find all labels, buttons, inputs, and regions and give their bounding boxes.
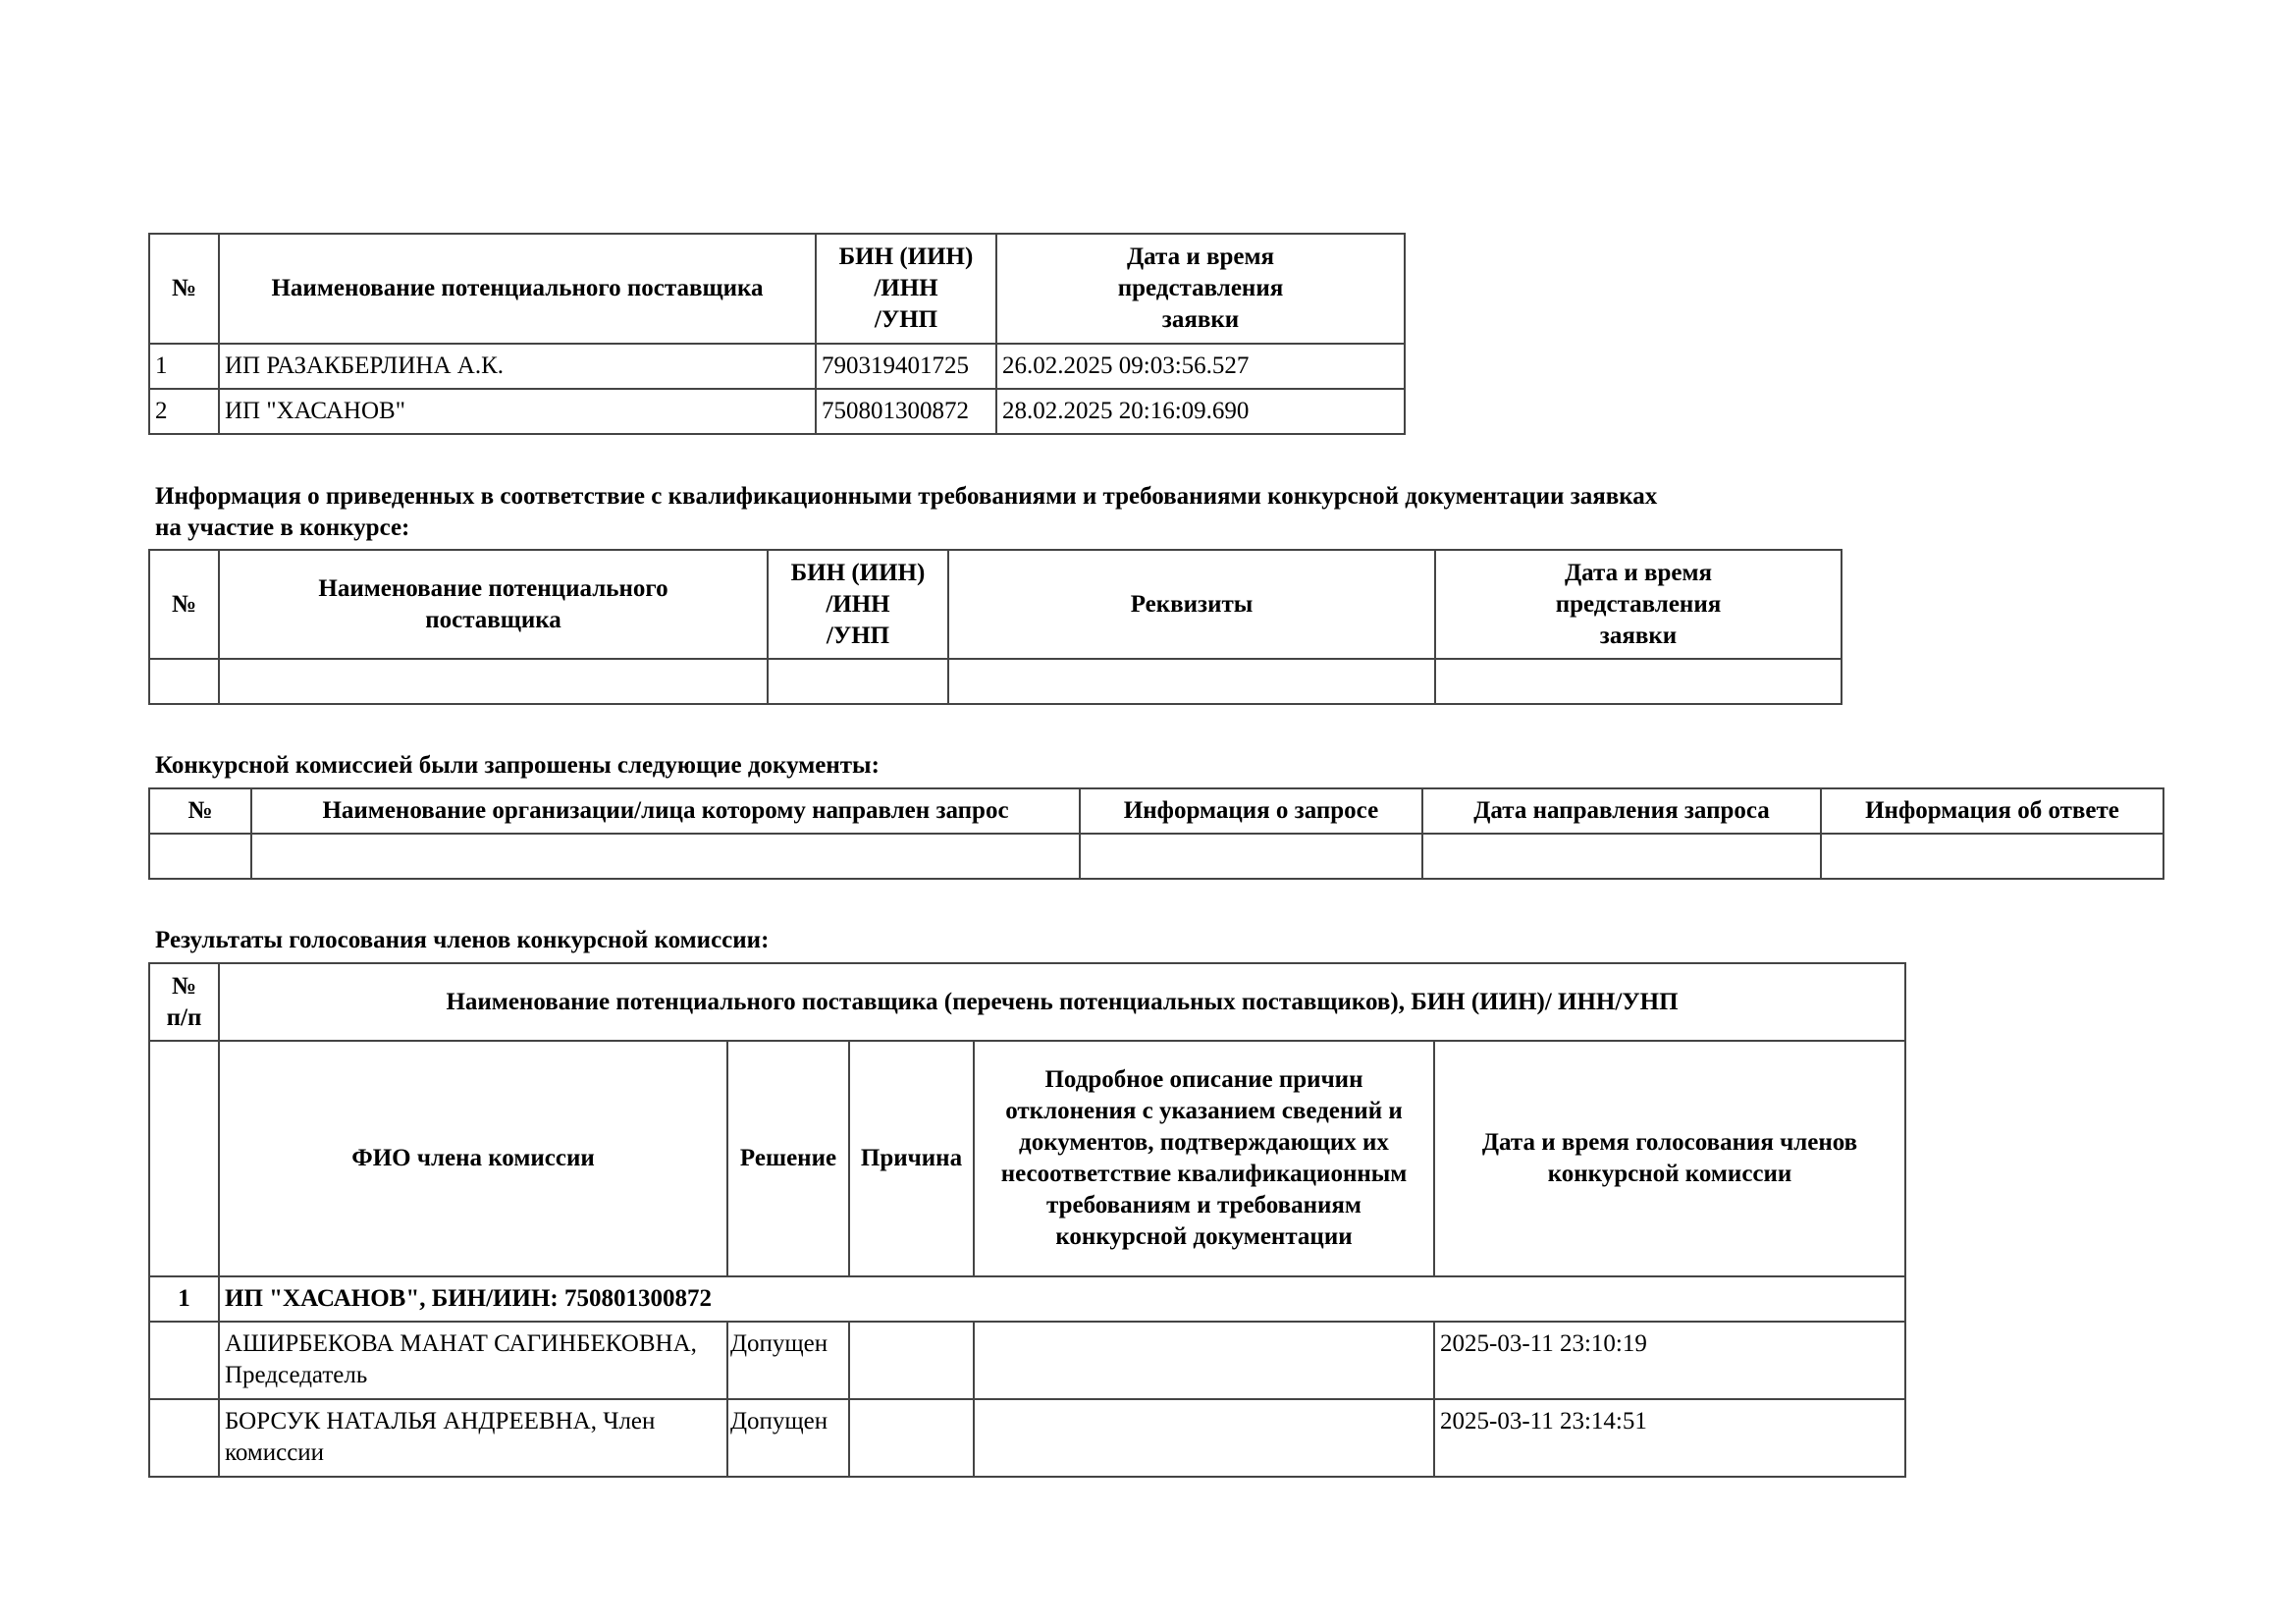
col-description-header: Подробное описание причин отклонения с указанием сведений и документов, подтверждающих их несоответствие квалификационным требованиям и требованиям конкурсной документации [974,1041,1434,1276]
col-num-header: № [149,788,251,834]
col-fio-header: ФИО члена комиссии [219,1041,727,1276]
group-num: 1 [149,1276,219,1322]
section-title-voting-results: Результаты голосования членов конкурсной комиссии: [155,927,770,953]
table-row [149,1399,1905,1477]
col-date-header: Дата и время представления заявки [996,234,1405,344]
col-requisites-header: Реквизиты [948,550,1435,659]
col-num-header: № п/п [149,963,219,1041]
group-title: ИП "ХАСАНОВ", БИН/ИИН: 750801300872 [219,1276,1905,1322]
member-description [974,1322,1434,1399]
col-request-date-header: Дата направления запроса [1422,788,1821,834]
col-num-header: № [149,234,219,344]
row-num: 2 [149,389,219,434]
voting-results-table [148,962,1906,1478]
member-reason [849,1399,974,1477]
submission-date: 26.02.2025 09:03:56.527 [996,344,1405,389]
supplier-bin: 750801300872 [816,389,996,434]
compliant-applications-table [148,549,1842,705]
section-title-compliant-applications: Информация о приведенных в соответствие с квалификационными требованиями и требованиями конкурсной документации заявках на участие в конкурсе: [155,483,1658,541]
col-reason-header: Причина [849,1041,974,1276]
table-row [149,834,2163,879]
col-bin-header: БИН (ИИН) /ИНН /УНП [768,550,948,659]
col-name-header: Наименование потенциального поставщика [219,234,816,344]
table-row [149,344,1405,389]
col-organization-header: Наименование организации/лица которому направлен запрос [251,788,1080,834]
col-bin-header: БИН (ИИН) /ИНН /УНП [816,234,996,344]
col-num-header: № [149,550,219,659]
col-decision-header: Решение [727,1041,849,1276]
col-name-header: Наименование потенциального поставщика [219,550,768,659]
col-request-info-header: Информация о запросе [1080,788,1422,834]
member-fio: БОРСУК НАТАЛЬЯ АНДРЕЕВНА, Член комиссии [219,1399,727,1477]
section-title-requested-documents: Конкурсной комиссией были запрошены следующие документы: [155,752,880,779]
supplier-bin: 790319401725 [816,344,996,389]
vote-date: 2025-03-11 23:14:51 [1434,1399,1905,1477]
applications-table [148,233,1406,435]
member-reason [849,1322,974,1399]
col-vote-date-header: Дата и время голосования членов конкурсной комиссии [1434,1041,1905,1276]
requested-documents-table [148,787,2164,880]
submission-date: 28.02.2025 20:16:09.690 [996,389,1405,434]
supplier-group-row [149,1276,1905,1322]
member-decision: Допущен [727,1322,849,1399]
vote-date: 2025-03-11 23:10:19 [1434,1322,1905,1399]
row-num: 1 [149,344,219,389]
table-row [149,389,1405,434]
member-description [974,1399,1434,1477]
table-row [149,659,1842,704]
table-row [149,1322,1905,1399]
supplier-name: ИП РАЗАКБЕРЛИНА А.К. [219,344,816,389]
col-answer-info-header: Информация об ответе [1821,788,2163,834]
member-fio: АШИРБЕКОВА МАНАТ САГИНБЕКОВНА, Председатель [219,1322,727,1399]
member-decision: Допущен [727,1399,849,1477]
supplier-name: ИП "ХАСАНОВ" [219,389,816,434]
col-date-header: Дата и время представления заявки [1435,550,1842,659]
col-supplier-header: Наименование потенциального поставщика (перечень потенциальных поставщиков), БИН (ИИН)/ ИНН/УНП [219,963,1905,1041]
